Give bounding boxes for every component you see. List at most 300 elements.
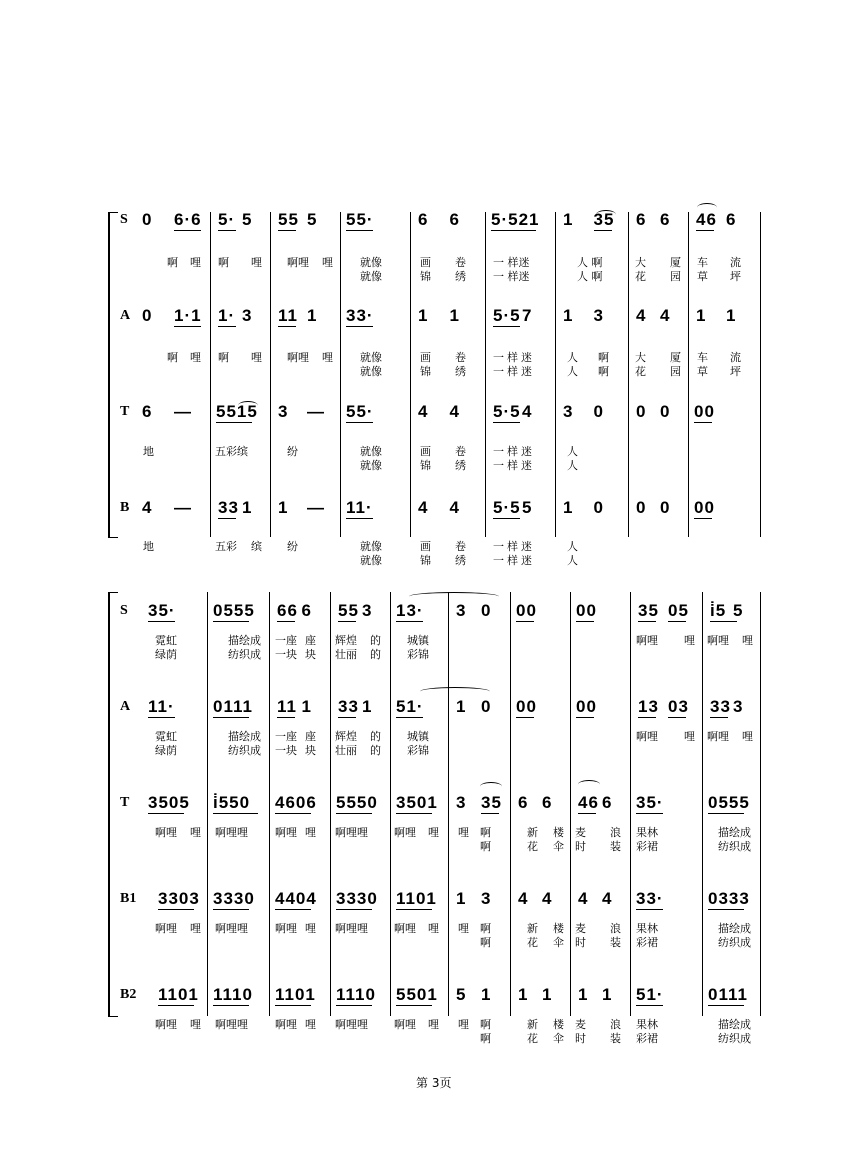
system2-beam: [158, 1005, 194, 1006]
system2-lyric: 浪: [610, 1018, 621, 1031]
system2-barline: [630, 592, 631, 1016]
system2-note: 33: [338, 697, 359, 716]
system1-lyric: 卷: [455, 256, 466, 269]
system1-note: 6: [660, 210, 671, 229]
system2-beam: [277, 621, 295, 622]
system1-note: 4: [142, 498, 153, 517]
system2-lyric: 描绘成: [228, 634, 261, 647]
system2-beam: [213, 813, 258, 814]
system1-lyric: 地: [143, 540, 154, 553]
system2-lyric: 彩锦: [407, 744, 429, 757]
system1-lyric: 五彩缤: [215, 445, 248, 458]
system1-lyric: 啊: [598, 351, 609, 364]
system1-lyric: 迷: [521, 445, 532, 458]
system1-note: 4: [449, 498, 460, 517]
system2-lyric: 浪: [610, 922, 621, 935]
system1-lyric: 一: [493, 351, 504, 364]
system1-lyric: 大: [635, 351, 646, 364]
system2-lyric: 啊哩哩: [335, 922, 368, 935]
system2-lyric: 块: [305, 744, 316, 757]
system1-lyric: 就像: [360, 445, 382, 458]
system2-beam: [481, 813, 499, 814]
system2-note: 0555: [213, 601, 255, 620]
system1-note: 0: [593, 402, 604, 421]
system1-beam: [346, 422, 373, 423]
system2-lyric: 的: [370, 634, 381, 647]
system1-lyric: 人: [567, 351, 578, 364]
system2-note: i̇550: [213, 793, 251, 812]
system1-beam: [278, 230, 296, 231]
system2-lyric: 啊哩哩: [215, 826, 248, 839]
system1-note: 1·1: [174, 306, 202, 325]
system1-beam: [694, 518, 712, 519]
system1-note: —: [174, 402, 192, 421]
system1-note: 0: [636, 498, 647, 517]
system1-lyric: 画: [420, 256, 431, 269]
system2-lyric: 浪: [610, 826, 621, 839]
system1-lyric: 卷: [455, 445, 466, 458]
system1-lyric: 就像: [360, 554, 382, 567]
system1-lyric: 一: [493, 540, 504, 553]
system1-lyric: 锦: [420, 459, 431, 472]
system2-lyric: 啊哩: [155, 826, 177, 839]
system2-voice-label: S: [120, 603, 128, 618]
system2-beam: [213, 717, 249, 718]
system2-beam: [516, 621, 534, 622]
system1-note: 4: [522, 402, 533, 421]
system1-barline: [485, 212, 486, 537]
system1-lyric: 就像: [360, 540, 382, 553]
system1-note: 11·: [346, 498, 373, 517]
system2-lyric: 哩: [742, 634, 753, 647]
system1-barline: [628, 212, 629, 537]
system1-note: 4: [449, 402, 460, 421]
system2-lyric: 啊哩哩: [215, 1018, 248, 1031]
system2-note: 6: [518, 793, 529, 812]
system2-note: 1110: [213, 985, 253, 1004]
system1-note: 6: [418, 210, 429, 229]
system2-lyric: 壮丽: [335, 744, 357, 757]
system1-lyric: 哩: [322, 256, 333, 269]
system2-lyric: 哩: [305, 1018, 316, 1031]
system1-lyric: 一: [493, 445, 504, 458]
system2-lyric: 彩裙: [636, 936, 658, 949]
system1-barline: [410, 212, 411, 537]
system1-lyric: 花: [635, 270, 646, 283]
system1-lyric: 啊: [598, 365, 609, 378]
system1-note: 5·5: [493, 498, 521, 517]
system2-lyric: 装: [610, 840, 621, 853]
tie-mark: [480, 782, 502, 791]
system1-lyric: 地: [143, 445, 154, 458]
system1-lyric: 纷: [287, 540, 298, 553]
tie-mark: [697, 203, 717, 212]
system1-bracket-bottom: [108, 537, 118, 538]
system2-note: 1101: [396, 889, 437, 908]
system2-beam: [336, 813, 372, 814]
system2-voice-label: B2: [120, 987, 137, 1002]
system2-lyric: 描绘成: [228, 730, 261, 743]
system2-lyric: 楼: [553, 826, 564, 839]
system2-lyric: 纺织成: [228, 744, 261, 757]
system2-lyric: 一座: [275, 730, 297, 743]
system2-beam: [516, 717, 534, 718]
system2-lyric: 麦: [575, 1018, 586, 1031]
system2-note: 13·: [396, 601, 424, 620]
system1-note: —: [174, 498, 192, 517]
system2-note: 4: [518, 889, 529, 908]
system1-lyric: 绣: [455, 459, 466, 472]
system1-note: —: [307, 498, 325, 517]
system1-lyric: 草: [697, 365, 708, 378]
system2-note: 51·: [636, 985, 664, 1004]
system1-note: 1: [307, 306, 318, 325]
system2-lyric: 哩: [305, 826, 316, 839]
system1-note: 1: [449, 306, 460, 325]
system1-lyric: 流: [730, 351, 741, 364]
system2-beam: [396, 909, 432, 910]
system1-lyric: 坪: [730, 270, 741, 283]
system2-beam: [710, 621, 737, 622]
system2-beam: [275, 813, 311, 814]
system1-note: 33: [218, 498, 239, 517]
system2-note: 0333: [708, 889, 750, 908]
system2-beam: [158, 909, 194, 910]
system2-note: 4: [578, 889, 589, 908]
system1-lyric: 流: [730, 256, 741, 269]
system2-note: 0: [481, 601, 492, 620]
system2-lyric: 霓虹: [155, 730, 177, 743]
system1-lyric: 厦: [670, 256, 681, 269]
system2-lyric: 装: [610, 936, 621, 949]
system1-voice-label: B: [120, 500, 130, 515]
system1-lyric: 花: [635, 365, 646, 378]
system1-lyric: 人 啊: [577, 270, 603, 283]
system1-note: 3: [593, 306, 604, 325]
system1-lyric: 样: [507, 351, 518, 364]
system2-lyric: 麦: [575, 922, 586, 935]
system2-note: 1101: [158, 985, 199, 1004]
system2-lyric: 描绘成: [718, 1018, 751, 1031]
system1-note: 5: [242, 210, 253, 229]
system2-lyric: 壮丽: [335, 648, 357, 661]
system1-note: 1: [563, 210, 574, 229]
system2-lyric: 啊哩: [155, 1018, 177, 1031]
system2-note: 35·: [148, 601, 176, 620]
system1-lyric: 锦: [420, 365, 431, 378]
system2-beam: [336, 909, 372, 910]
system1-note: 00: [694, 402, 715, 421]
system2-note: 5: [733, 601, 744, 620]
system1-lyric: 就像: [360, 270, 382, 283]
system2-lyric: 果林: [636, 826, 658, 839]
system2-bracket-top: [108, 592, 118, 593]
system2-lyric: 哩: [428, 922, 439, 935]
system2-barline: [760, 592, 761, 1016]
system1-barline: [340, 212, 341, 537]
system2-lyric: 哩: [428, 1018, 439, 1031]
system2-lyric: 啊哩: [394, 922, 416, 935]
system2-barline: [330, 592, 331, 1016]
system1-beam: [216, 422, 252, 423]
system2-lyric: 啊: [480, 1032, 491, 1045]
system2-note: 46: [578, 793, 599, 812]
system2-lyric: 啊: [480, 936, 491, 949]
system2-note: 3303: [158, 889, 200, 908]
system2-note: 5501: [396, 985, 438, 1004]
system1-beam: [218, 326, 236, 327]
system1-beam: [174, 230, 201, 231]
system2-beam: [708, 909, 744, 910]
system1-lyric: 绣: [455, 365, 466, 378]
system1-lyric: 园: [670, 270, 681, 283]
system2-note: 6: [542, 793, 553, 812]
system1-note: 3: [278, 402, 289, 421]
system2-lyric: 座: [305, 634, 316, 647]
system1-note: 3: [563, 402, 574, 421]
system1-note: 46: [696, 210, 717, 229]
system1-lyric: 园: [670, 365, 681, 378]
system2-note: 6: [301, 601, 312, 620]
system1-lyric: 车: [697, 351, 708, 364]
system2-lyric: 一块: [275, 648, 297, 661]
system2-lyric: 啊哩: [275, 922, 297, 935]
system2-note: 0111: [708, 985, 748, 1004]
system1-lyric: 一: [493, 459, 504, 472]
system1-lyric: 哩: [190, 256, 201, 269]
system1-lyric: 人: [567, 445, 578, 458]
system2-note: 33·: [636, 889, 664, 908]
system2-beam: [336, 1005, 372, 1006]
system2-note: 1101: [275, 985, 316, 1004]
system1-beam: [696, 230, 714, 231]
system2-note: 1110: [336, 985, 376, 1004]
system1-lyric: 厦: [670, 351, 681, 364]
system1-beam: [594, 230, 612, 231]
system1-note: 0: [593, 498, 604, 517]
system2-barline: [702, 592, 703, 1016]
system2-beam: [338, 717, 356, 718]
system2-note: 11·: [148, 697, 175, 716]
system2-barline: [448, 592, 449, 1016]
system1-lyric: 卷: [455, 351, 466, 364]
system2-note: 3: [456, 601, 467, 620]
system1-note: 55·: [346, 402, 374, 421]
system2-lyric: 时: [575, 840, 586, 853]
system1-lyric: 样: [507, 459, 518, 472]
system1-lyric: 卷: [455, 540, 466, 553]
system2-note: 33: [710, 697, 731, 716]
system2-lyric: 绿荫: [155, 648, 177, 661]
system1-barline: [760, 212, 761, 537]
system1-note: 55: [278, 210, 299, 229]
system2-note: 3: [362, 601, 373, 620]
system2-lyric: 纺织成: [718, 936, 751, 949]
system2-lyric: 描绘成: [718, 922, 751, 935]
system2-note: 3330: [213, 889, 255, 908]
system1-note: 1: [242, 498, 253, 517]
system1-lyric: 人: [567, 459, 578, 472]
system2-beam: [396, 621, 423, 622]
system1-voice-label: A: [120, 308, 131, 323]
system2-lyric: 一座: [275, 634, 297, 647]
system2-lyric: 哩: [742, 730, 753, 743]
system2-lyric: 哩: [684, 634, 695, 647]
system1-note: 0: [660, 498, 671, 517]
system2-note: 3501: [396, 793, 438, 812]
system2-lyric: 座: [305, 730, 316, 743]
system2-lyric: 的: [370, 744, 381, 757]
system2-beam: [213, 1005, 249, 1006]
system1-beam: [694, 422, 712, 423]
system1-lyric: 画: [420, 445, 431, 458]
system1-barline: [270, 212, 271, 537]
system1-lyric: 啊: [167, 351, 178, 364]
system2-lyric: 花: [527, 936, 538, 949]
system1-lyric: 样: [507, 540, 518, 553]
system2-note: 4: [542, 889, 553, 908]
system1-lyric: 大: [635, 256, 646, 269]
system1-lyric: 啊哩: [287, 256, 309, 269]
system2-lyric: 花: [527, 1032, 538, 1045]
system2-note: 13: [638, 697, 659, 716]
system1-lyric: 人: [567, 554, 578, 567]
system2-note: 05: [668, 601, 689, 620]
system1-lyric: 迷: [521, 365, 532, 378]
system2-beam: [396, 1005, 432, 1006]
system1-lyric: 啊: [167, 256, 178, 269]
system1-note: 3: [242, 306, 253, 325]
system2-beam: [576, 717, 594, 718]
system2-note: 1: [481, 985, 492, 1004]
system1-lyric: 纷: [287, 445, 298, 458]
system2-note: 35: [481, 793, 502, 812]
system2-lyric: 时: [575, 936, 586, 949]
system2-lyric: 哩: [684, 730, 695, 743]
system2-lyric: 伞: [553, 840, 564, 853]
system1-lyric: 一 样迷: [493, 270, 530, 283]
system2-note: 00: [516, 697, 537, 716]
system1-note: 00: [694, 498, 715, 517]
system2-note: 6: [602, 793, 613, 812]
system2-lyric: 彩裙: [636, 1032, 658, 1045]
system2-lyric: 啊哩: [394, 1018, 416, 1031]
system1-barline: [210, 212, 211, 537]
system2-lyric: 城镇: [407, 634, 429, 647]
system1-lyric: 迷: [521, 459, 532, 472]
system2-lyric: 啊哩哩: [215, 922, 248, 935]
tie-mark: [596, 210, 616, 219]
system2-note: 66: [277, 601, 298, 620]
system1-lyric: 草: [697, 270, 708, 283]
system1-beam: [493, 326, 520, 327]
system1-beam: [493, 422, 520, 423]
system2-note: 3: [456, 793, 467, 812]
system2-note: 3: [481, 889, 492, 908]
system2-note: 55: [338, 601, 359, 620]
system1-lyric: 一: [493, 554, 504, 567]
system1-lyric: 就像: [360, 459, 382, 472]
system1-bracket-top: [108, 212, 118, 213]
system2-beam: [213, 909, 249, 910]
system2-beam: [636, 909, 663, 910]
tie-mark: [420, 687, 490, 696]
system2-beam: [148, 717, 175, 718]
system1-note: 35: [593, 210, 615, 229]
system2-note: i̇5: [710, 601, 727, 620]
system1-note: 1: [418, 306, 429, 325]
system1-note: 0: [636, 402, 647, 421]
system1-note: 4: [418, 498, 429, 517]
system1-lyric: 画: [420, 540, 431, 553]
system1-beam: [174, 326, 201, 327]
system2-lyric: 时: [575, 1032, 586, 1045]
system2-beam: [148, 813, 184, 814]
system1-note: 1·: [218, 306, 236, 325]
system1-lyric: 车: [697, 256, 708, 269]
system2-lyric: 辉煌: [335, 634, 357, 647]
system2-barline: [570, 592, 571, 1016]
system1-note: 0: [660, 402, 671, 421]
system1-lyric: 哩: [251, 351, 262, 364]
system2-beam: [576, 621, 594, 622]
system2-beam: [275, 1005, 311, 1006]
page-number: 第 3页: [416, 1076, 452, 1090]
system1-note: 0: [142, 210, 153, 229]
system2-beam: [578, 813, 596, 814]
system1-lyric: 迷: [521, 554, 532, 567]
system2-beam: [396, 717, 423, 718]
system2-lyric: 啊哩: [394, 826, 416, 839]
system2-beam: [708, 813, 744, 814]
system2-note: 1: [456, 697, 467, 716]
system1-lyric: 就像: [360, 351, 382, 364]
system2-note: 4404: [275, 889, 317, 908]
system1-beam: [346, 230, 373, 231]
system1-note: 7: [522, 306, 533, 325]
system2-lyric: 啊: [480, 922, 491, 935]
system2-beam: [668, 717, 686, 718]
system1-lyric: 样: [507, 365, 518, 378]
system2-note: 1: [456, 889, 467, 908]
system1-note: —: [307, 402, 325, 421]
system2-note: 03: [668, 697, 689, 716]
system2-beam: [638, 621, 656, 622]
system1-note: 5: [307, 210, 318, 229]
system2-beam: [668, 621, 686, 622]
system2-lyric: 哩: [428, 826, 439, 839]
system2-beam: [213, 621, 249, 622]
system2-note: 1: [518, 985, 529, 1004]
system1-beam: [491, 230, 536, 231]
system2-note: 1: [578, 985, 589, 1004]
system2-lyric: 霓虹: [155, 634, 177, 647]
system1-note: 5: [522, 498, 533, 517]
system2-lyric: 果林: [636, 1018, 658, 1031]
system2-note: 5550: [336, 793, 378, 812]
system1-note: 55·: [346, 210, 374, 229]
system2-note: 3: [733, 697, 744, 716]
system1-lyric: 啊哩: [287, 351, 309, 364]
system1-lyric: 啊: [218, 351, 229, 364]
system1-voice-label: T: [120, 404, 130, 419]
system2-note: 00: [516, 601, 537, 620]
system2-lyric: 哩: [458, 922, 469, 935]
system2-beam: [148, 621, 175, 622]
system2-bracket-bottom: [108, 1016, 118, 1017]
system2-barline: [269, 592, 270, 1016]
system2-lyric: 新: [527, 922, 538, 935]
